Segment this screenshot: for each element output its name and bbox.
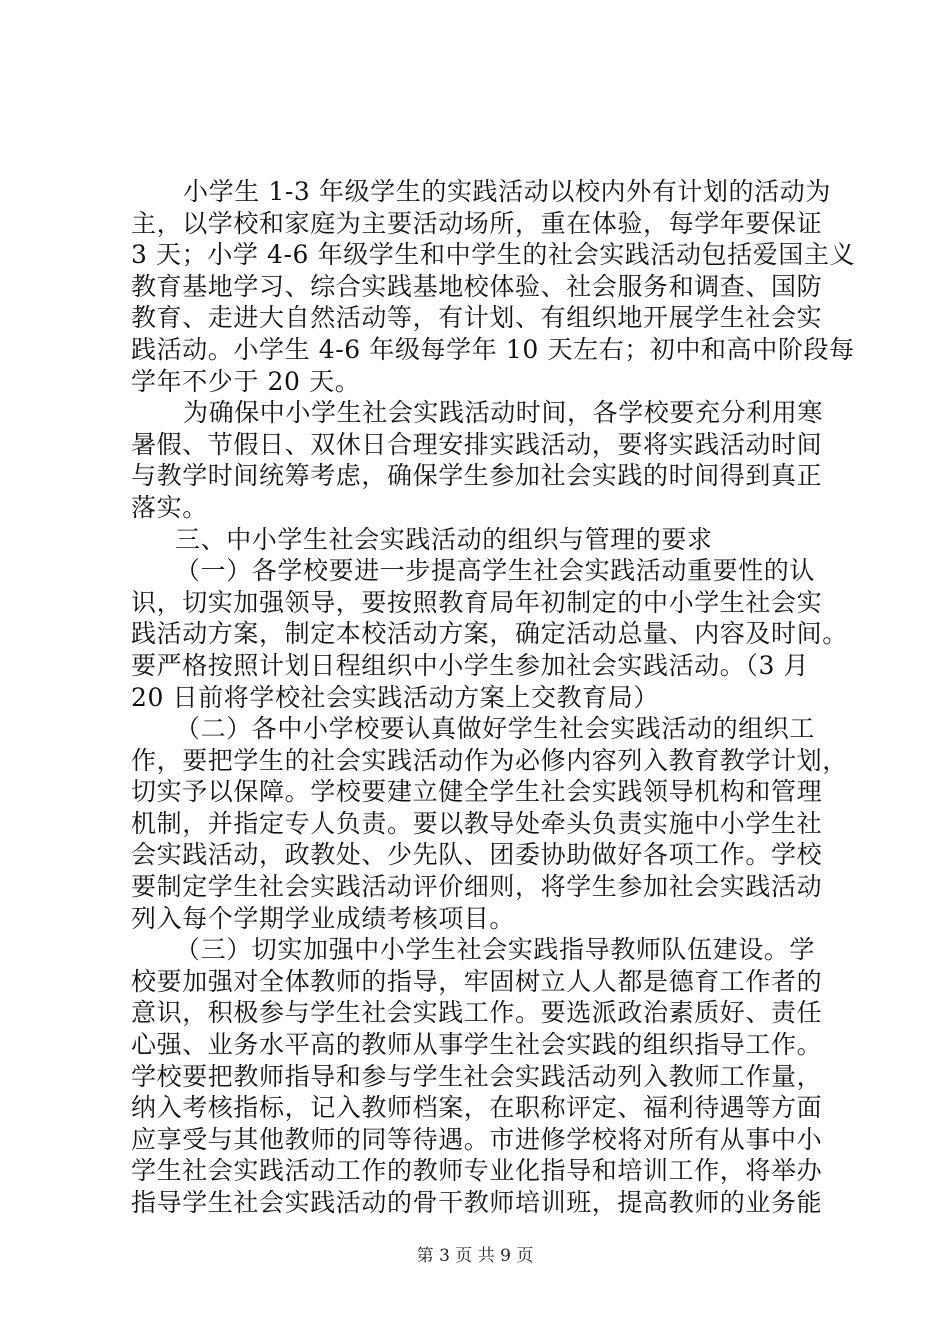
text-line: 心强、业务水平高的教师从事学生社会实践的组织指导工作。 — [131, 1030, 823, 1060]
page-footer: 第 3 页 共 9 页 — [416, 1246, 534, 1266]
text-line: 暑假、节假日、双休日合理安排实践活动，要将实践活动时间 — [131, 429, 823, 459]
text-line: 机制，并指定专人负责。要以教导处牵头负责实施中小学生社 — [131, 808, 823, 838]
text-line: （二）各中小学校要认真做好学生社会实践活动的组织工 — [175, 714, 816, 744]
text-line: 学生社会实践活动工作的教师专业化指导和培训工作，将举办 — [131, 1156, 823, 1186]
text-line: （一）各学校要进一步提高学生社会实践活动重要性的认 — [175, 556, 816, 586]
text-line: 主，以学校和家庭为主要活动场所，重在体验，每学年要保证 — [131, 208, 823, 238]
section-heading: 三、中小学生社会实践活动的组织与管理的要求 — [175, 524, 713, 554]
text-line: 为确保中小学生社会实践活动时间，各学校要充分利用寒 — [183, 398, 824, 428]
text-line: 应享受与其他教师的同等待遇。市进修学校将对所有从事中小 — [131, 1124, 823, 1154]
text-line: 与教学时间统筹考虑，确保学生参加社会实践的时间得到真正 — [131, 461, 823, 491]
text-line: 小学生 1-3 年级学生的实践活动以校内外有计划的活动为 — [183, 177, 831, 206]
text-line: 践活动。小学生 4-6 年级每学年 10 天左右；初中和高中阶段每 — [131, 334, 855, 364]
document-body — [131, 176, 856, 1219]
text-line: 践活动方案，制定本校活动方案，确定活动总量、内容及时间。 — [131, 619, 848, 649]
text-line: 会实践活动，政教处、少先队、团委协助做好各项工作。学校 — [131, 840, 823, 870]
text-line: 意识，积极参与学生社会实践工作。要选派政治素质好、责任 — [131, 998, 823, 1028]
text-line: 20 日前将学校社会实践活动方案上交教育局） — [131, 682, 659, 712]
text-line: 指导学生社会实践活动的骨干教师培训班，提高教师的业务能 — [131, 1188, 823, 1217]
text-line: 列入每个学期学业成绩考核项目。 — [131, 903, 516, 933]
text-line: 教育基地学习、综合实践基地校体验、社会服务和调查、国防 — [131, 271, 823, 301]
text-line: 识，切实加强领导，要按照教育局年初制定的中小学生社会实 — [131, 587, 823, 617]
text-line: 3 天；小学 4-6 年级学生和中学生的社会实践活动包括爱国主义 — [131, 240, 856, 270]
text-line: 要制定学生社会实践活动评价细则，将学生参加社会实践活动 — [131, 872, 823, 902]
text-line: 切实予以保障。学校要建立健全学生社会实践领导机构和管理 — [131, 777, 823, 807]
text-line: 作，要把学生的社会实践活动作为必修内容列入教育教学计划， — [131, 745, 848, 775]
text-line: 教育、走进大自然活动等，有计划、有组织地开展学生社会实 — [131, 303, 823, 333]
text-line: （三）切实加强中小学生社会实践指导教师队伍建设。学 — [175, 935, 816, 965]
text-line: 学年不少于 20 天。 — [131, 366, 361, 396]
text-line: 纳入考核指标，记入教师档案，在职称评定、福利待遇等方面 — [131, 1093, 823, 1123]
text-line: 校要加强对全体教师的指导，牢固树立人人都是德育工作者的 — [131, 966, 823, 996]
text-line: 要严格按照计划日程组织中小学生参加社会实践活动。（3 月 — [131, 650, 810, 680]
text-line: 学校要把教师指导和参与学生社会实践活动列入教师工作量， — [131, 1061, 823, 1091]
text-line: 落实。 — [131, 492, 208, 522]
